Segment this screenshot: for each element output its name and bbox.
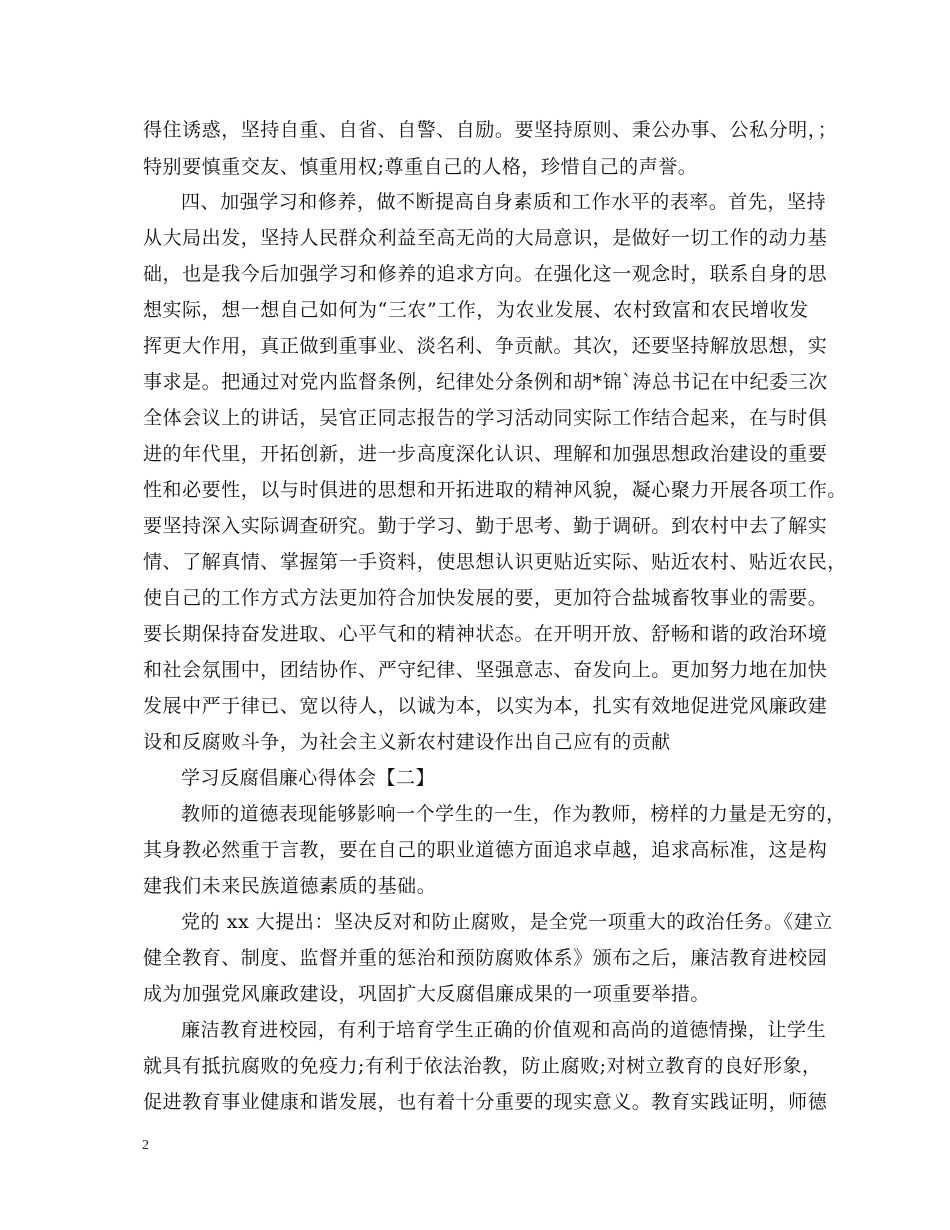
text-line: 进的年代里，开拓创新，进一步高度深化认识、理解和加强思想政治建设的重要 [143, 443, 828, 465]
text-line: 事求是。把通过对党内监督条例，纪律处分条例和胡*锦`涛总书记在中纪委三次 [143, 371, 828, 393]
text-line: 想实际，想一想自己如何为“三农”工作，为农业发展、农村致富和农民增收发 [143, 299, 809, 321]
text-line: 挥更大作用，真正做到重事业、淡名利、争贡献。其次，还要坚持解放思想，实 [143, 335, 828, 357]
text-line: 全体会议上的讲话，吴官正同志报告的学习活动同实际工作结合起来，在与时俱 [143, 407, 828, 429]
text-line: 从大局出发，坚持人民群众利益至高无尚的大局意识，是做好一切工作的动力基 [143, 227, 828, 249]
paragraph-start-line: 教师的道德表现能够影响一个学生的一生，作为教师，榜样的力量是无穷的， [181, 803, 846, 825]
text-line: 设和反腐败斗争，为社会主义新农村建设作出自己应有的贡献 [143, 731, 671, 753]
paragraph-start-line: 四、加强学习和修养，做不断提高自身素质和工作水平的表率。首先，坚持 [181, 191, 827, 213]
section-heading: 学习反腐倡廉心得体会【二】 [181, 767, 436, 789]
text-line: 础，也是我今后加强学习和修养的追求方向。在强化这一观念时，联系自身的思 [143, 263, 828, 285]
text-line: 性和必要性，以与时俱进的思想和开拓进取的精神风貌，凝心聚力开展各项工作。 [143, 479, 847, 501]
paragraph-start-line: 廉洁教育进校园，有利于培育学生正确的价值观和高尚的道德情操，让学生 [181, 1019, 827, 1041]
text-line: 建我们未来民族道德素质的基础。 [143, 875, 437, 897]
text-line: 发展中严于律已、宽以待人，以诚为本，以实为本，扎实有效地促进党风廉政建 [143, 695, 828, 717]
text-line: 就具有抵抗腐败的免疫力;有利于依法治教，防止腐败;对树立教育的良好形象， [143, 1055, 822, 1077]
text-line: 和社会氛围中，团结协作、严守纪律、坚强意志、奋发向上。更加努力地在加快 [143, 659, 828, 681]
text-line: 健全教育、制度、监督并重的惩治和预防腐败体系》颁布之后，廉洁教育进校园 [143, 947, 828, 969]
text-line: 其身教必然重于言教，要在自己的职业道德方面追求卓越，追求高标准，这是构 [143, 839, 828, 861]
text-line: 成为加强党风廉政建设，巩固扩大反腐倡廉成果的一项重要举措。 [143, 983, 710, 1005]
text-line: 得住诱惑，坚持自重、自省、自警、自励。要坚持原则、秉公办事、公私分明，； [143, 119, 838, 141]
text-line: 使自己的工作方式方法更加符合加快发展的要，更加符合盐城畜牧事业的需要。 [143, 587, 828, 609]
text-line: 要坚持深入实际调查研究。勤于学习、勤于思考、勤于调研。到农村中去了解实 [143, 515, 828, 537]
text-line: 要长期保持奋发进取、心平气和的精神状态。在开明开放、舒畅和谐的政治环境 [143, 623, 828, 645]
text-line: 特别要慎重交友、慎重用权;尊重自己的人格，珍惜自己的声誉。 [143, 156, 698, 178]
text-line: 促进教育事业健康和谐发展，也有着十分重要的现实意义。教育实践证明，师德 [143, 1091, 828, 1113]
text-line: 情、了解真情、掌握第一手资料，使思想认识更贴近实际、贴近农村、贴近农民， [143, 551, 847, 573]
paragraph-start-line: 党的 xx 大提出：坚决反对和防止腐败，是全党一项重大的政治任务。《建立 [181, 911, 833, 933]
page-number: 2 [142, 1138, 149, 1153]
